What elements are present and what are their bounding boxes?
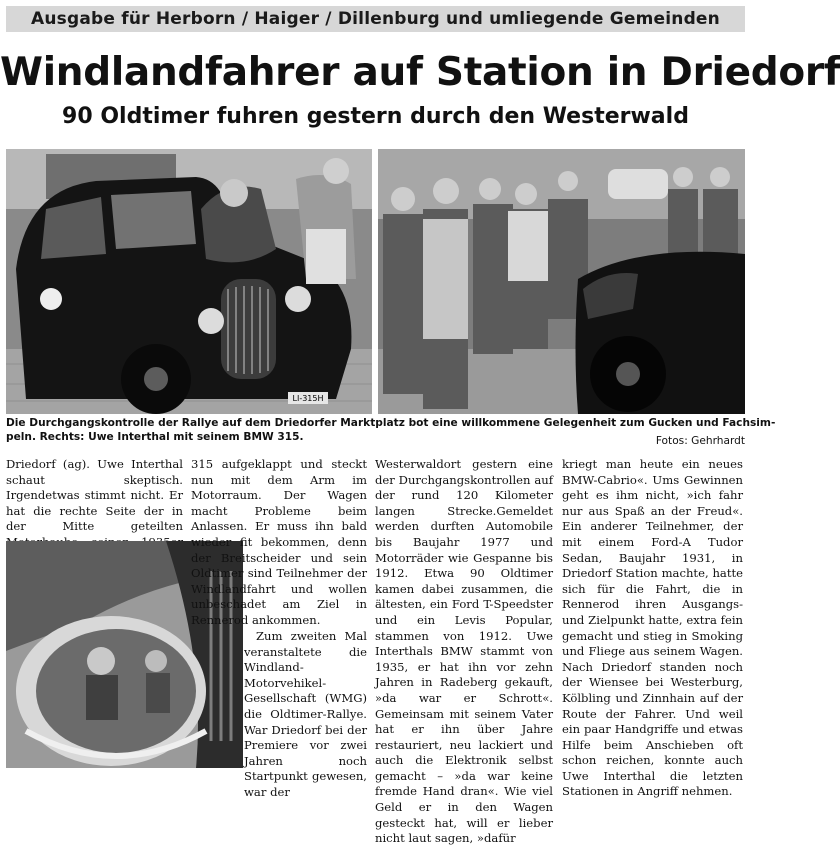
article-column-3 — [375, 457, 553, 847]
article-column-4 — [562, 457, 743, 800]
column-1-text: Driedorf (ag). Uwe Interthal schaut skeptisch. Irgendetwas stimmt nicht. Er hat die rechte Seite der in der Mitte geteilten — [6, 457, 183, 534]
photo-group-onlookers — [378, 149, 745, 414]
column-2-text: 315 aufgeklappt und steckt nun mit dem Arm im Motorraum. Der Wagen macht Probleme beim Anlassen. Er muss ihn bald wieder fit bekommen, denn der Breitscheider und sein Oldtimer sind Teilnehmer der Windlandfahrt und wollen unbeschadet am Ziel in Rennerod ankommen. — [191, 457, 367, 627]
subheadline: 90 Oldtimer fuhren gestern durch den Westerwald — [62, 104, 689, 129]
column-2-paragraph-2: Zum zweiten Mal veranstaltete die Windland-Motorvehikel-Gesellschaft (WMG) die Oldtimer-Rallye. War Driedorf bei der Premiere vor zwei Jahren noch Startpunkt gewesen, war der — [244, 629, 367, 799]
caption-line-1: Die Durchgangskontrolle der Rallye auf dem Driedorfer Marktplatz bot eine willkommene Gelegenheit zum Gucken und Fachsim- — [6, 417, 776, 429]
article-column-2-lower — [244, 629, 367, 801]
photo-caption — [6, 416, 776, 444]
edition-text: Ausgabe für Herborn / Haiger / Dillenburg und umliegende Gemeinden — [31, 9, 720, 29]
column-4-text: kriegt man heute ein neues BMW-Cabrio«. Ums Gewinnen geht es ihm nicht, »ich fahr nur aus Spaß an der Freud«. Ein anderer Teilnehmer, der mit einem Ford-A Tudor Sedan, Baujahr 1931, in Driedorf Station machte, hatte sich für die Fahrt, die in Rennerod ihren Ausgangs- und Zielpunkt hatte, extra fein gemacht und stieg in Smoking und Fliege aus seinem Wagen. Nach Driedorf standen noch der Wiensee bei Westerburg, Kölbling und Zinnhain auf der Route der Fahrer. Und weil ein paar Handgriffe und etwas Hilfe beim Anschieben oft schon reichen, konnte auch Uwe Interthal die letzten Stationen in Angriff nehmen. — [562, 457, 743, 799]
license-plate: LI-315H — [292, 394, 324, 403]
headline: Windlandfahrer auf Station in Driedorf — [0, 50, 840, 95]
photo-credit: Fotos: Gehrhardt — [655, 435, 745, 447]
column-3-text: Westerwaldort gestern eine der Durchgangskontrollen auf der rund 120 Kilometer langen Strecke.Gemeldet werden durften Automobile bis Baujahr 1977 und Motorräder wie Gespanne bis 1912. Etwa 90 Oldtimer kamen dabei zusammen, die ältesten, ein Ford T-Speedster und ein Levis Popular, stammen von 1912. Uwe Interthals BMW stammt von 1935, er hat ihn vor zehn Jahren in Radeberg gekauft, »da war er Schrott«. Gemeinsam mit seinem Vater hat er ihn über Jahre restauriert, neu lackiert und auch die Elektronik selbst gemacht – »da war keine fremde Hand dran«. Wie viel Geld er in den Wagen gesteckt hat, will er lieber nicht laut sagen, »dafür — [375, 457, 553, 846]
edition-banner — [6, 6, 745, 32]
photo-car-engine — [6, 149, 372, 414]
article-column-2 — [191, 457, 367, 629]
caption-line-2: peln. Rechts: Uwe Interthal mit seinem BMW 315. — [6, 431, 304, 443]
